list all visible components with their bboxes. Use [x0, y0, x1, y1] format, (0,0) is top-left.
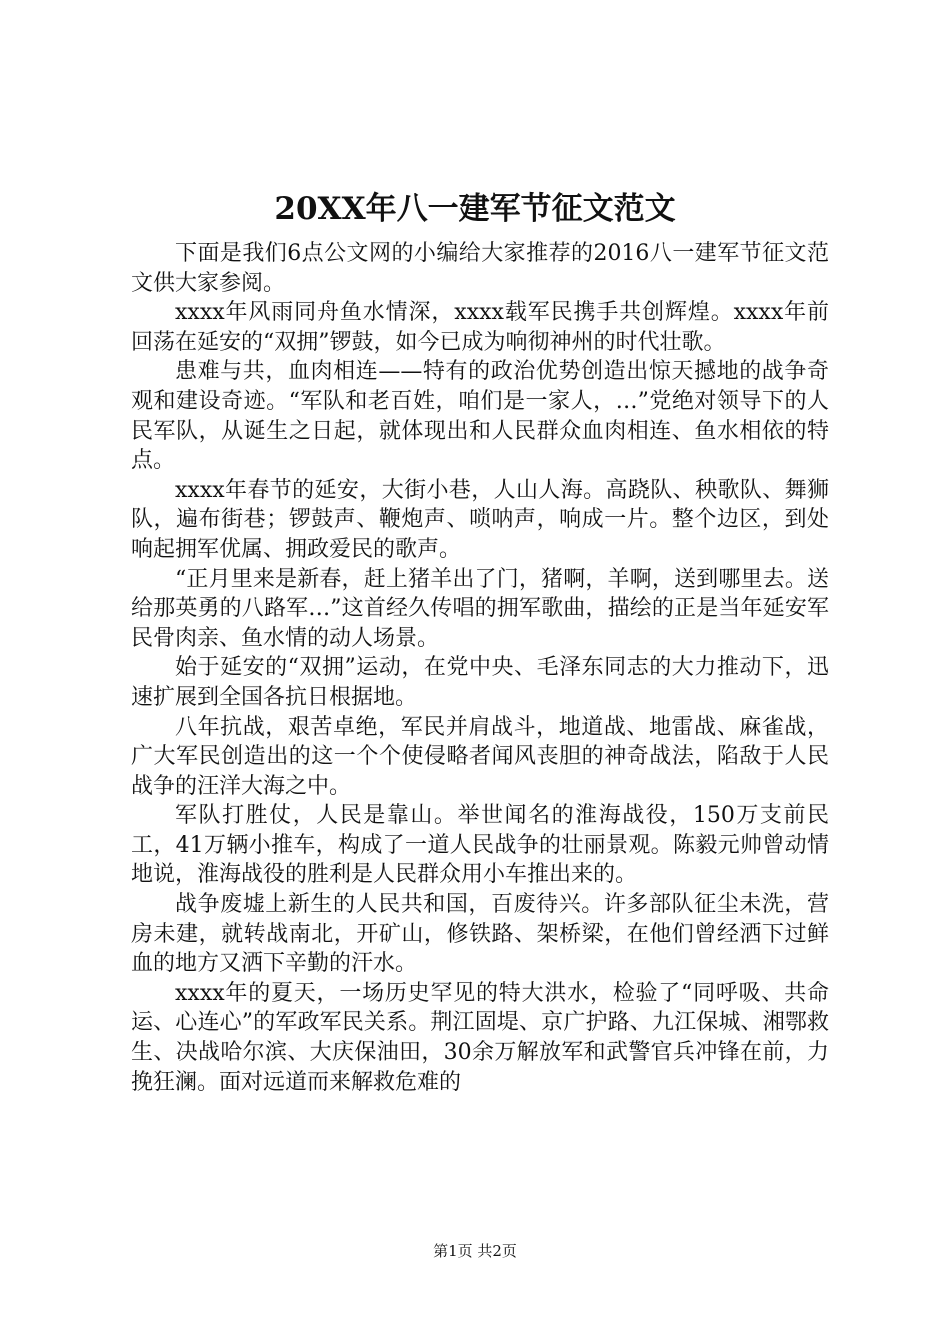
paragraph: 八年抗战，艰苦卓绝，军民并肩战斗，地道战、地雷战、麻雀战，广大军民创造出的这一个个使侵略者闻风丧胆的神奇战法，陷敌于人民战争的汪洋大海之中。 [131, 714, 829, 799]
paragraph: 军队打胜仗，人民是靠山。举世闻名的淮海战役，150万支前民工，41万辆小推车，构成了一道人民战争的壮丽景观。陈毅元帅曾动情地说，淮海战役的胜利是人民群众用小车推出来的。 [131, 803, 829, 888]
paragraph: “正月里来是新春，赶上猪羊出了门，猪啊，羊啊，送到哪里去。送给那英勇的八路军…”这首经久传唱的拥军歌曲，描绘的正是当年延安军民骨肉亲、鱼水情的动人场景。 [131, 566, 829, 651]
paragraph: xxxx年春节的延安，大街小巷，人山人海。高跷队、秧歌队、舞狮队，遍布街巷；锣鼓声、鞭炮声、唢呐声，响成一片。整个边区，到处响起拥军优属、拥政爱民的歌声。 [131, 477, 829, 562]
paragraph: 下面是我们6点公文网的小编给大家推荐的2016八一建军节征文范文供大家参阅。 [131, 241, 829, 296]
paragraph: xxxx年的夏天，一场历史罕见的特大洪水，检验了“同呼吸、共命运、心连心”的军政军民关系。荆江固堤、京广护路、九江保城、湘鄂救生、决战哈尔滨、大庆保油田，30余万解放军和武警官兵冲锋在前，力挽狂澜。面对远道而来解救危难的 [131, 980, 829, 1095]
paragraph: 战争废墟上新生的人民共和国，百废待兴。许多部队征尘未洗，营房未建，就转战南北，开矿山，修铁路、架桥梁，在他们曾经洒下过鲜血的地方又洒下辛勤的汗水。 [131, 892, 829, 977]
paragraph: 始于延安的“双拥”运动，在党中央、毛泽东同志的大力推动下，迅速扩展到全国各抗日根据地。 [131, 655, 829, 710]
paragraph: xxxx年风雨同舟鱼水情深，xxxx载军民携手共创辉煌。xxxx年前回荡在延安的“双拥”锣鼓，如今已成为响彻神州的时代壮歌。 [131, 300, 829, 355]
document-body [131, 239, 829, 1097]
document-title: 20XX年八一建军节征文范文 [274, 191, 676, 227]
paragraph: 患难与共，血肉相连——特有的政治优势创造出惊天撼地的战争奇观和建设奇迹。“军队和老百姓，咱们是一家人，…”党绝对领导下的人民军队，从诞生之日起，就体现出和人民群众血肉相连、鱼水相依的特点。 [131, 359, 829, 474]
page-number-footer: 第1页 共2页 [433, 1242, 517, 1260]
